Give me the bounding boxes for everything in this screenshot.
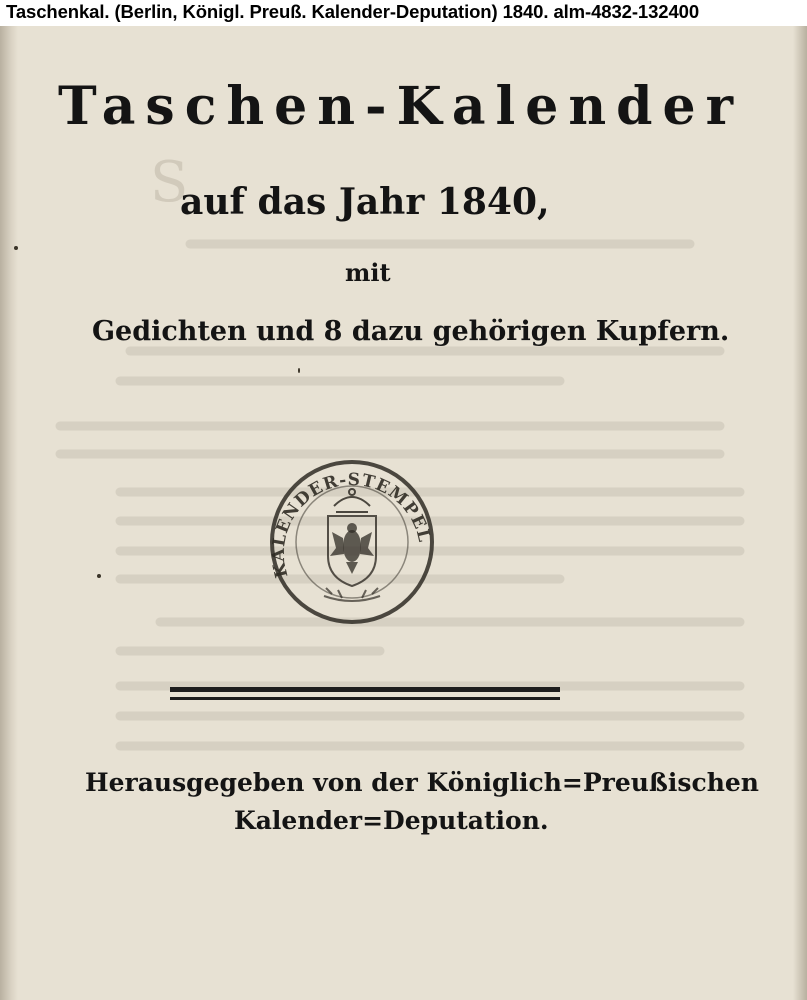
caption-bar xyxy=(0,0,807,26)
year-line: auf das Jahr 1840, xyxy=(180,181,550,223)
calendar-page xyxy=(0,26,807,1000)
mit-word: mit xyxy=(345,258,391,287)
stamp-text: KALENDER-STEMPEL xyxy=(268,469,435,580)
svg-text:S: S xyxy=(150,150,189,215)
subtitle: Gedichten und 8 dazu gehörigen Kupfern. xyxy=(92,316,730,347)
ink-speck xyxy=(97,574,101,578)
ink-speck xyxy=(298,368,300,373)
publisher-line-2: Kalender=Deputation. xyxy=(234,806,549,835)
ink-speck xyxy=(14,246,18,250)
divider-rule-bottom xyxy=(170,697,560,700)
publisher-line-1: Herausgegeben von der Königlich=Preußischen xyxy=(85,768,759,797)
image-caption: Taschenkal. (Berlin, Königl. Preuß. Kalender-Deputation) 1840. alm-4832-132400 xyxy=(6,1,700,22)
page-title: Taschen-Kalender xyxy=(58,76,744,137)
divider-rule-top xyxy=(170,687,560,692)
kalender-stempel-stamp xyxy=(266,456,438,628)
